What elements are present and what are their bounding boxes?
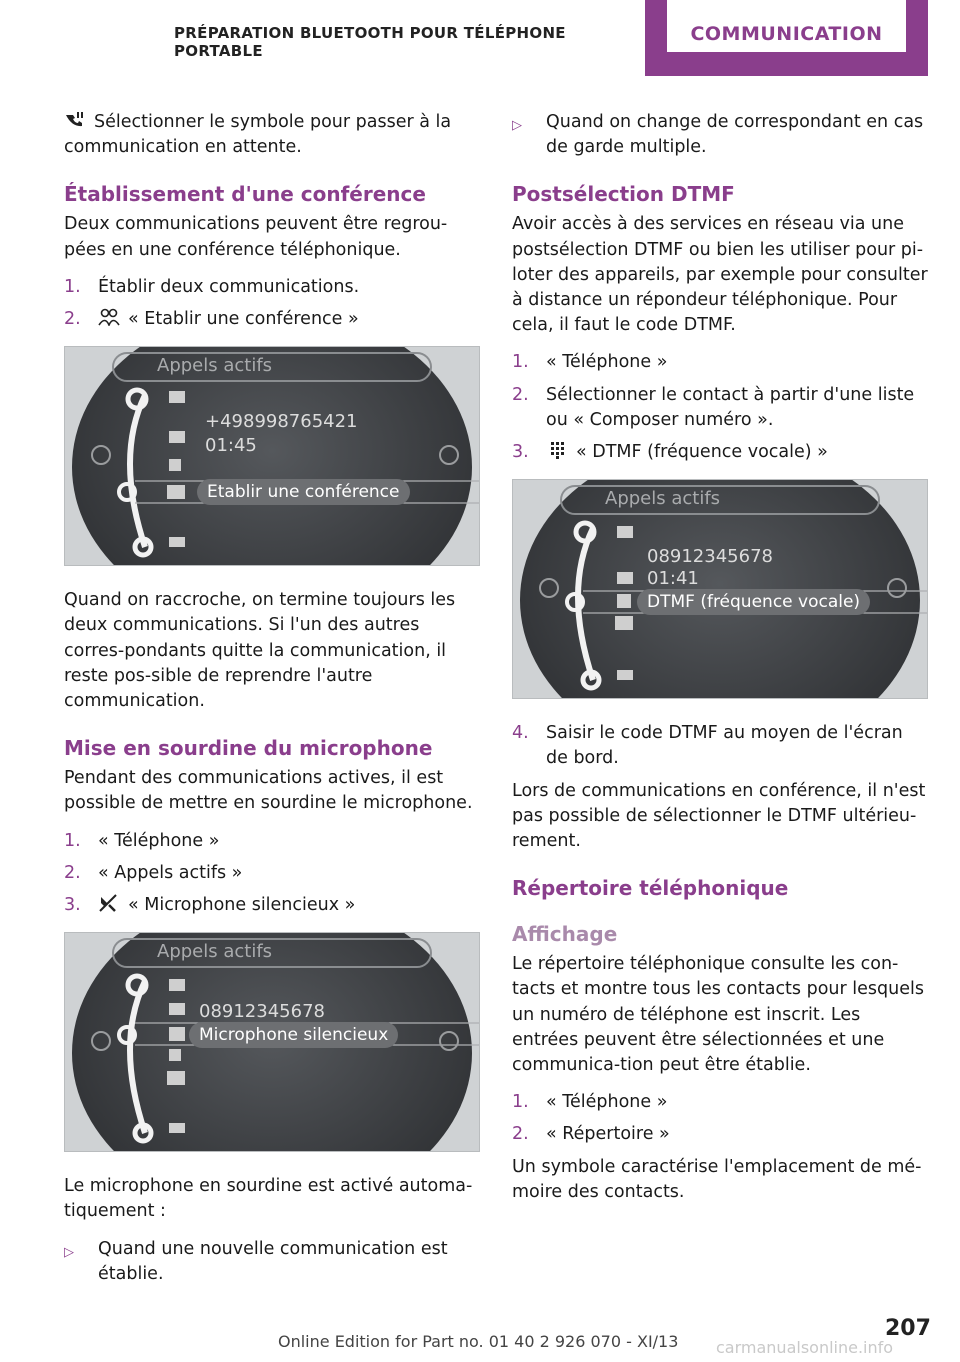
list-text: « Appels actifs » [98,862,243,883]
list-body [98,893,482,918]
screen-title: Appels actifs [157,941,273,963]
list-number: 3. [64,895,81,916]
list-item [512,350,930,375]
list-text: Saisir le code DTMF au moyen de l'écran de bord. [546,723,903,769]
list-number: 1. [64,830,81,851]
list-text: « Répertoire » [546,1124,670,1145]
bullet-text: Quand une nouvelle communication est établie. [98,1238,448,1284]
left-column [64,110,482,1294]
list-number: 1. [64,276,81,297]
page-number: 207 [885,1316,931,1341]
bullet-item [512,110,930,160]
conference-text: Deux communications peuvent être regrou‐pées en une conférence téléphonique. [64,214,448,260]
screen-call-time: 01:45 [205,435,257,457]
list-text: « DTMF (fréquence vocale) » [576,442,828,463]
list-item [64,275,482,300]
screen-phone-number: 08912345678 [647,546,773,568]
auto-mute-text: Le microphone en sourdine est activé automa‐tiquement : [64,1176,473,1222]
idrive-screen-mute [64,932,480,1152]
list-number: 4. [512,723,529,744]
list-text: « Microphone silencieux » [128,895,356,916]
conference-note: Lors de communications en conférence, il n'est pas possible de sélectionner le DTMF ultérieu‐rement. [512,780,926,852]
list-number: 2. [512,1124,529,1145]
hold-call-icon [64,111,86,129]
screen-phone-number: +498998765421 [205,411,358,433]
list-item [512,440,930,465]
screen-call-time: 01:41 [647,568,699,590]
list-text: Sélectionner le contact à partir d'une liste ou « Composer numéro ». [546,384,915,430]
chapter-tab [645,0,928,76]
microphone-mute-icon [98,894,120,912]
list-item [512,383,930,433]
bullet-item [64,1237,482,1287]
display-heading: Affichage [512,922,618,947]
hangup-text: Quand on raccroche, on termine toujours les deux communications. Si l'un des autres corres‐pondants quitte la communication, il reste pos‐sible de reprendre l'autre communication. [64,590,456,712]
list-item [512,1090,930,1115]
list-text: Établir deux communications. [98,276,360,297]
list-number: 3. [512,442,529,463]
list-number: 2. [64,862,81,883]
list-number: 1. [512,352,529,373]
display-text: Le répertoire téléphonique consulte les con‐tacts et montre tous les contacts pour lesquels un numéro de téléphone est inscrit. Les entrées peuvent être sélectionnées et une communica‐tion peut être établie. [512,954,924,1076]
list-text: « Etablir une conférence » [128,309,359,330]
idrive-screen-dtmf [512,479,928,699]
list-item [64,861,482,886]
screen-title: Appels actifs [605,488,721,510]
list-number: 1. [512,1092,529,1113]
list-body [546,440,930,465]
edition-note: Online Edition for Part no. 01 40 2 926 070 - XI/13 [278,1332,679,1351]
list-text: « Téléphone » [98,830,220,851]
list-number: 2. [64,309,81,330]
list-number: 2. [512,384,529,405]
screen-highlighted-item: DTMF (fréquence vocale) [637,589,870,615]
list-text: « Téléphone » [546,1092,668,1113]
conference-icon [98,308,120,326]
section-title: PRÉPARATION BLUETOOTH POUR TÉLÉPHONE PORTABLE [174,24,566,60]
intro-text: Sélectionner le symbole pour passer à la communication en attente. [64,112,452,158]
bullet-triangle-icon: ▷ [512,118,522,133]
list-item [512,721,930,771]
right-column [512,110,930,1217]
dtmf-heading: Postsélection DTMF [512,182,735,207]
dtmf-text: Avoir accès à des services en réseau via une postsélection DTMF ou bien les utiliser pour pi‐loter des appareils, par exemple pour consulter à distance un répondeur téléphonique. Pour cela, il faut le code DTMF. [512,214,928,336]
intro-paragraph [64,110,482,160]
symbol-text: Un symbole caractérise l'emplacement de mé‐moire des contacts. [512,1156,922,1202]
list-item [64,829,482,854]
list-item [64,893,482,918]
screen-background [65,347,479,565]
screen-highlighted-item: Microphone silencieux [189,1022,398,1048]
list-item [512,1122,930,1147]
phonebook-heading: Répertoire téléphonique [512,876,789,901]
mute-heading: Mise en sourdine du microphone [64,736,433,761]
conference-heading: Établissement d'une conférence [64,182,426,207]
list-text: « Téléphone » [546,352,668,373]
screen-phone-number: 08912345678 [199,1001,325,1023]
chapter-tab-label: COMMUNICATION [667,0,906,52]
bullet-text: Quand on change de correspondant en cas de garde multiple. [546,112,924,158]
bullet-triangle-icon: ▷ [64,1244,74,1260]
watermark: carmanualsonline.info [716,1338,894,1357]
mute-text: Pendant des communications actives, il est possible de mettre en sourdine le microphone. [64,768,473,814]
screen-highlighted-item: Etablir une conférence [197,479,410,505]
idrive-screen-conference [64,346,480,566]
screen-title: Appels actifs [157,355,273,377]
list-item [64,307,482,332]
list-body [98,307,482,332]
dtmf-keypad-icon [546,441,568,459]
